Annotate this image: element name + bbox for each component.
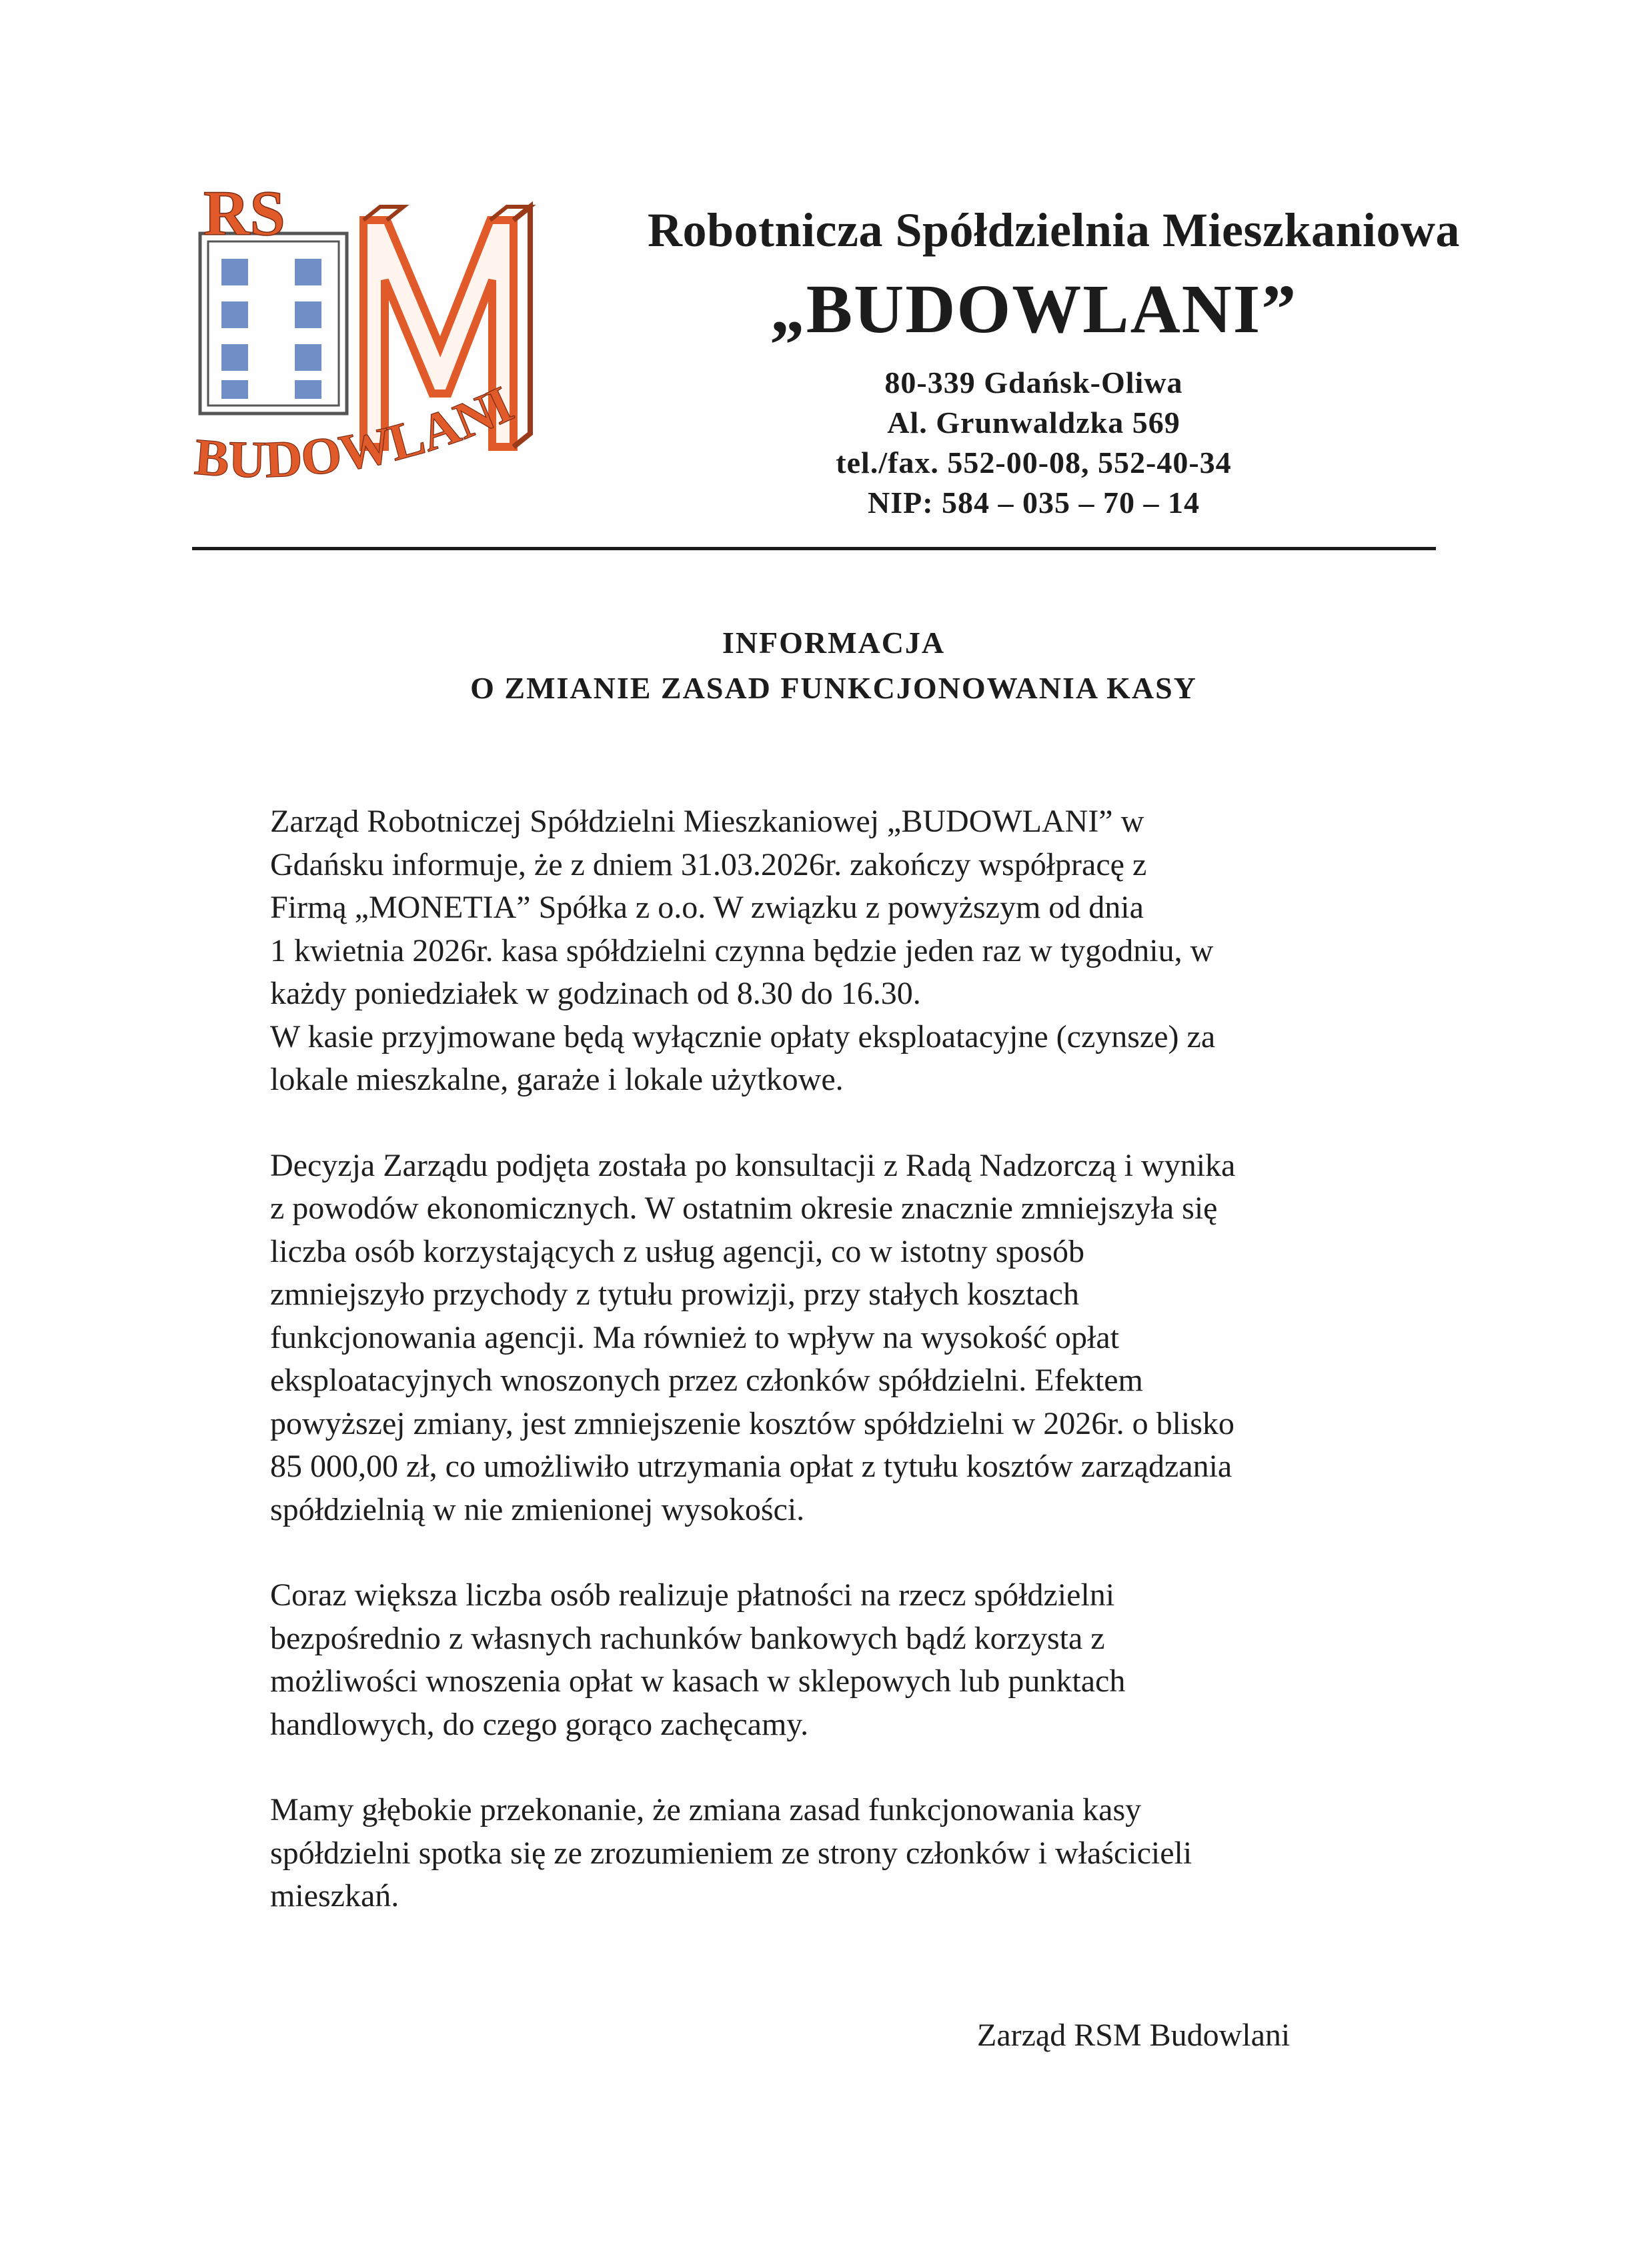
paragraph-line: Gdańsku informuje, że z dniem 31.03.2026r. zakończy współpracę z <box>270 846 1147 882</box>
paragraph-line: liczba osób korzystających z usług agencji, co w istotny sposób <box>270 1233 1085 1269</box>
signature: Zarząd RSM Budowlani <box>977 2018 1291 2053</box>
document-body <box>270 800 1464 1961</box>
paragraph-line: zmniejszyło przychody z tytułu prowizji, przy stałych kosztach <box>270 1277 1079 1312</box>
paragraph-line: spółdzielnią w nie zmienionej wysokości. <box>270 1491 805 1527</box>
paragraph-line: spółdzielni spotka się ze zrozumieniem ze strony członków i właścicieli <box>270 1835 1192 1871</box>
paragraph-line: W kasie przyjmowane będą wyłącznie opłaty eksploatacyjne (czynsze) za <box>270 1018 1216 1054</box>
paragraph-line: powyższej zmiany, jest zmniejszenie kosztów spółdzielni w 2026r. o blisko <box>270 1405 1234 1441</box>
logo-rs-text: RS <box>203 180 285 249</box>
organization-postal: 80-339 Gdańsk-Oliwa <box>884 365 1183 400</box>
paragraph-line: 85 000,00 zł, co umożliwiło utrzymania opłat z tytułu kosztów zarządzania <box>270 1449 1232 1484</box>
paragraph-line: każdy poniedziałek w godzinach od 8.30 do 16.30. <box>270 976 921 1011</box>
paragraph-line: handlowych, do czego gorąco zachęcamy. <box>270 1706 809 1742</box>
paragraph-line: mieszkań. <box>270 1878 399 1914</box>
body-paragraph <box>270 1145 1464 1532</box>
paragraph-line: Decyzja Zarządu podjęta została po konsultacji z Radą Nadzorczą i wynika <box>270 1147 1236 1183</box>
organization-brand: „BUDOWLANI” <box>770 271 1298 347</box>
body-paragraph <box>270 1789 1464 1918</box>
title-line-2: O ZMIANIE ZASAD FUNKCJONOWANIA KASY <box>470 671 1197 705</box>
rsm-budowlani-logo <box>187 180 600 514</box>
organization-header <box>604 200 1464 523</box>
paragraph-line: Coraz większa liczba osób realizuje płatności na rzecz spółdzielni <box>270 1577 1115 1613</box>
title-line-1: INFORMACJA <box>722 626 946 660</box>
paragraph-line: Firmą „MONETIA” Spółka z o.o. W związku z powyższym od dnia <box>270 890 1144 925</box>
paragraph-line: 1 kwietnia 2026r. kasa spółdzielni czynna będzie jeden raz w tygodniu, w <box>270 932 1214 968</box>
document-title <box>200 620 1467 711</box>
organization-street: Al. Grunwaldzka 569 <box>887 406 1180 440</box>
organization-nip: NIP: 584 – 035 – 70 – 14 <box>867 486 1200 520</box>
organization-name: Robotnicza Spółdzielnia Mieszkaniowa <box>647 203 1461 257</box>
paragraph-line: lokale mieszkalne, garaże i lokale użytkowe. <box>270 1062 844 1097</box>
paragraph-line: możliwości wnoszenia opłat w kasach w sklepowych lub punktach <box>270 1663 1126 1699</box>
paragraph-line: bezpośrednio z własnych rachunków bankowych bądź korzysta z <box>270 1620 1105 1656</box>
body-paragraph <box>270 800 1464 1102</box>
paragraph-line: z powodów ekonomicznych. W ostatnim okresie znacznie zmniejszyła się <box>270 1191 1218 1226</box>
paragraph-line: eksploatacyjnych wnoszonych przez członków spółdzielni. Efektem <box>270 1363 1143 1398</box>
paragraph-line: Zarząd Robotniczej Spółdzielni Mieszkaniowej „BUDOWLANI” w <box>270 804 1144 839</box>
logo-budowlani-text: BUDOWLANI <box>192 374 522 489</box>
paragraph-line: funkcjonowania agencji. Ma również to wpływ na wysokość opłat <box>270 1319 1120 1355</box>
header-divider <box>192 547 1436 550</box>
paragraph-line: Mamy głębokie przekonanie, że zmiana zasad funkcjonowania kasy <box>270 1792 1142 1827</box>
body-paragraph <box>270 1574 1464 1746</box>
organization-phone: tel./fax. 552-00-08, 552-40-34 <box>836 446 1232 480</box>
logo-window-panes <box>221 259 321 399</box>
